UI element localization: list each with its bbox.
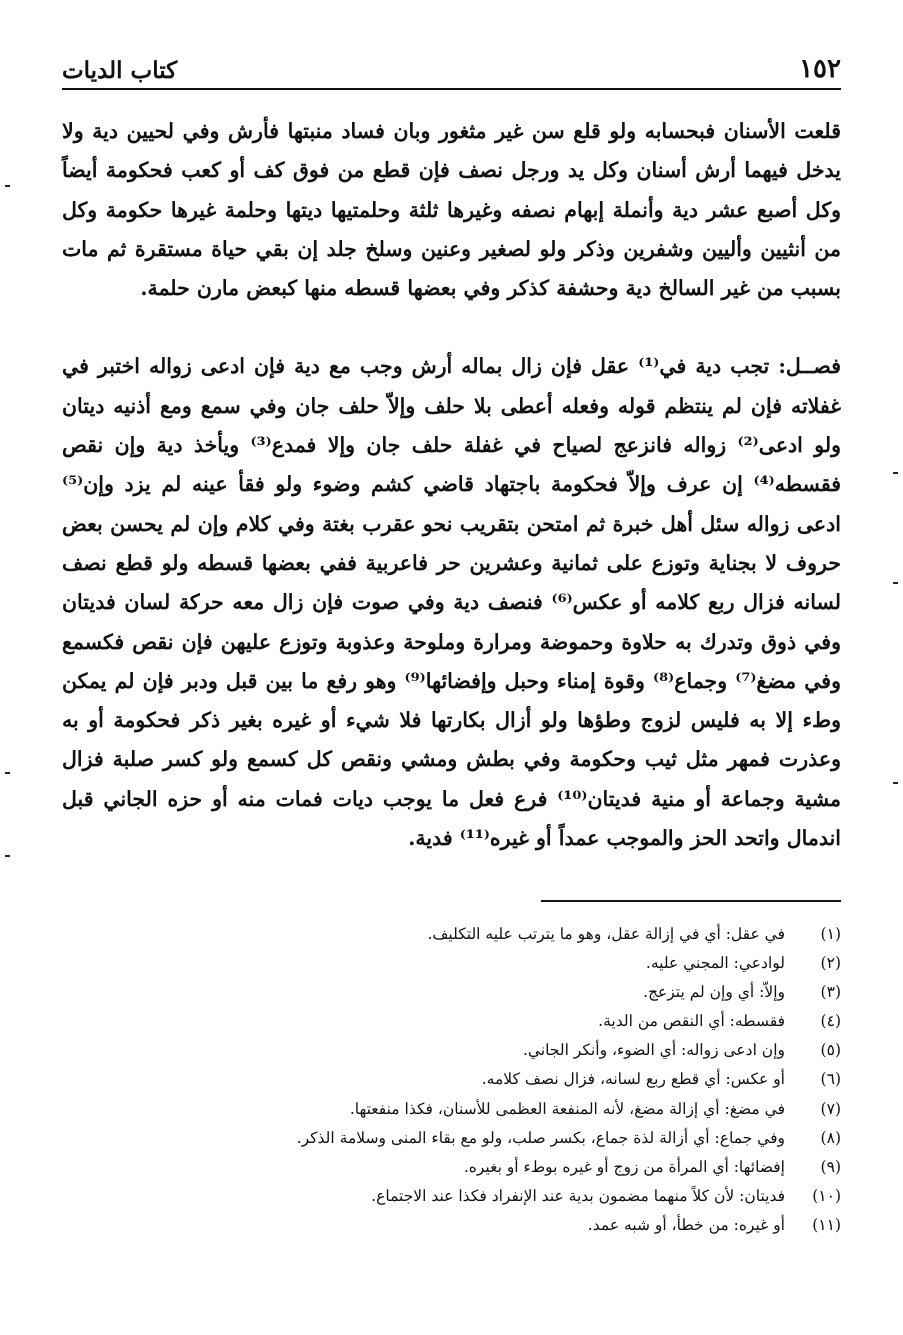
footnote-number: (٩) (820, 1157, 841, 1176)
margin-mark (5, 772, 10, 774)
paragraph-1: قلعت الأسنان فبحسابه ولو قلع سن غير مثغور وبان فساد منبتها فأرش وفي لحيين دية ولا يدخل فيهما أرش أسنان وكل يد ورجل نصف فإن قطع من فوق كف أو كعب فحكومة أيضاً وكل أصبع عشر دية وأنملة إبهام نصفه وغيرها ثلثة وحلمتيها ديتها وحلمة غيرها حكومة وكل من أنثيين وأليين وشفرين وذكر ولو لصغير وعنين وسلخ جلد إن بقي حياة مستقرة ثم مات بسبب من غير السالخ دية وحشفة كذكر وفي بعضها قسطه منها كبعض مارن حلمة. (62, 119, 841, 301)
book-title: كتاب الديات (62, 57, 178, 84)
margin-mark (893, 782, 898, 784)
footnote-item (62, 978, 841, 1007)
footnote-text: وإلاّ: أي وإن لم يتزعج. (643, 983, 785, 1002)
footnote-item (62, 1211, 841, 1240)
footnote-text: في مضغ: أي إزالة مضغ، لأنه المنفعة العظمى للأسنان، فكذا منفعتها. (349, 1099, 785, 1118)
paragraph-2 (62, 347, 841, 858)
footnote-item (62, 949, 841, 978)
footnotes-list (62, 920, 841, 1240)
footnote-number: (١) (820, 925, 841, 943)
margin-mark (5, 855, 10, 857)
footnote-number: (٥) (820, 1041, 841, 1060)
page-number: ١٥٢ (799, 54, 841, 84)
footnote-number: (٧) (820, 1099, 841, 1118)
footnote-text: فديتان: لأن كلاً منهما مضمون بدية عند الإنفراد فكذا عند الاجتماع. (371, 1186, 785, 1205)
footnote-item (62, 1182, 841, 1211)
footnote-number: (٢) (820, 954, 841, 973)
footnote-text: فقسطه: أي النقص من الدية. (598, 1012, 785, 1031)
footnote-text: لوادعي: المجني عليه. (645, 954, 785, 973)
main-text (62, 112, 841, 858)
footnote-text: وفي جماع: أي أزالة لذة جماع، بكسر صلب، ولو مع بقاء المنى وسلامة الذكر. (296, 1128, 785, 1147)
footnote-number: (٦) (820, 1070, 841, 1089)
footnote-number: (٤) (820, 1012, 841, 1031)
footnote-item (62, 1153, 841, 1182)
footnote-text: أو غيره: من خطأ، أو شبه عمد. (587, 1215, 785, 1234)
footnote-number: (٨) (820, 1128, 841, 1147)
footnote-item (62, 1065, 841, 1094)
footnote-item (62, 920, 841, 949)
footnote-text: وإن ادعى زواله: أي الضوء، وأنكر الجاني. (523, 1041, 785, 1060)
margin-mark (893, 582, 898, 584)
footnote-number: (٣) (820, 983, 841, 1002)
footnote-item (62, 1124, 841, 1153)
paragraph-2-text: تجب دية في⁽¹⁾ عقل فإن زال بماله أرش وجب مع دية فإن ادعى زواله اختبر في غفلاته فإن لم ينتظم قوله وفعله أعطى بلا حلف وإلاّ حلف جان وفي سمع ومع أذنيه ديتان ولو ادعى⁽²⁾ زواله فانزعج لصياح في غفلة حلف جان وإلا فمدع⁽³⁾ ويأخذ دية وإن نقص فقسطه⁽⁴⁾ إن عرف وإلاّ فحكومة باجتهاد قاضي كشم وضوء ولو فقأ عينه لم يزد وإن⁽⁵⁾ ادعى زواله سئل أهل خبرة ثم امتحن بتقريب نحو عقرب بغتة وفي كلام وإن لم يحسن بعض حروف لا بجناية وتوزع على ثمانية وعشرين حر فاعربية ففي بعضها قسطه ولو قطع نصف لسانه فزال ربع كلامه أو عكس⁽⁶⁾ فنصف دية وفي صوت فإن زال معه حركة لسان فديتان وفي ذوق وتدرك به حلاوة وحموضة ومرارة وملوحة وعذوبة وتوزع عليهن فإن نقص فكسمع وفي مضغ⁽⁷⁾ وجماع⁽⁸⁾ وقوة إمناء وحبل وإفضائها⁽⁹⁾ وهو رفع ما بين قبل ودبر فإن لم يمكن وطء إلا به فليس لزوج وطؤها ولو أزال بكارتها فلا شيء أو غيره بغير ذكر فحكومة أو به وعذرت فمهر مثل ثيب وحكومة وفي بطش ومشي ونقص كل كسمع ولو كسر صلبة فزال مشية وجماعة أو منية فديتان⁽¹⁰⁾ فرع فعل ما يوجب ديات فمات منه أو حزه الجاني قبل اندمال واتحد الحز والموجب عمداً أو غيره⁽¹¹⁾ فدية. (62, 354, 842, 851)
footnote-number: (١٠) (812, 1186, 841, 1205)
margin-mark (5, 185, 10, 187)
footnote-text: إفضائها: أي المرأة من زوج أو غيره بوطء أو بغيره. (463, 1157, 785, 1176)
margin-mark (893, 472, 898, 474)
footnote-text: في عقل: أي في إزالة عقل، وهو ما يترتب عليه التكليف. (427, 925, 785, 943)
footnote-divider (541, 900, 841, 902)
footnote-text: أو عكس: أي قطع ربع لسانه، فزال نصف كلامه. (481, 1070, 785, 1089)
page-header (62, 30, 841, 90)
footnote-item (62, 1095, 841, 1124)
section-heading: فصــل: (778, 354, 841, 379)
footnote-item (62, 1036, 841, 1065)
footnote-item (62, 1007, 841, 1036)
footnote-number: (١١) (812, 1215, 841, 1234)
